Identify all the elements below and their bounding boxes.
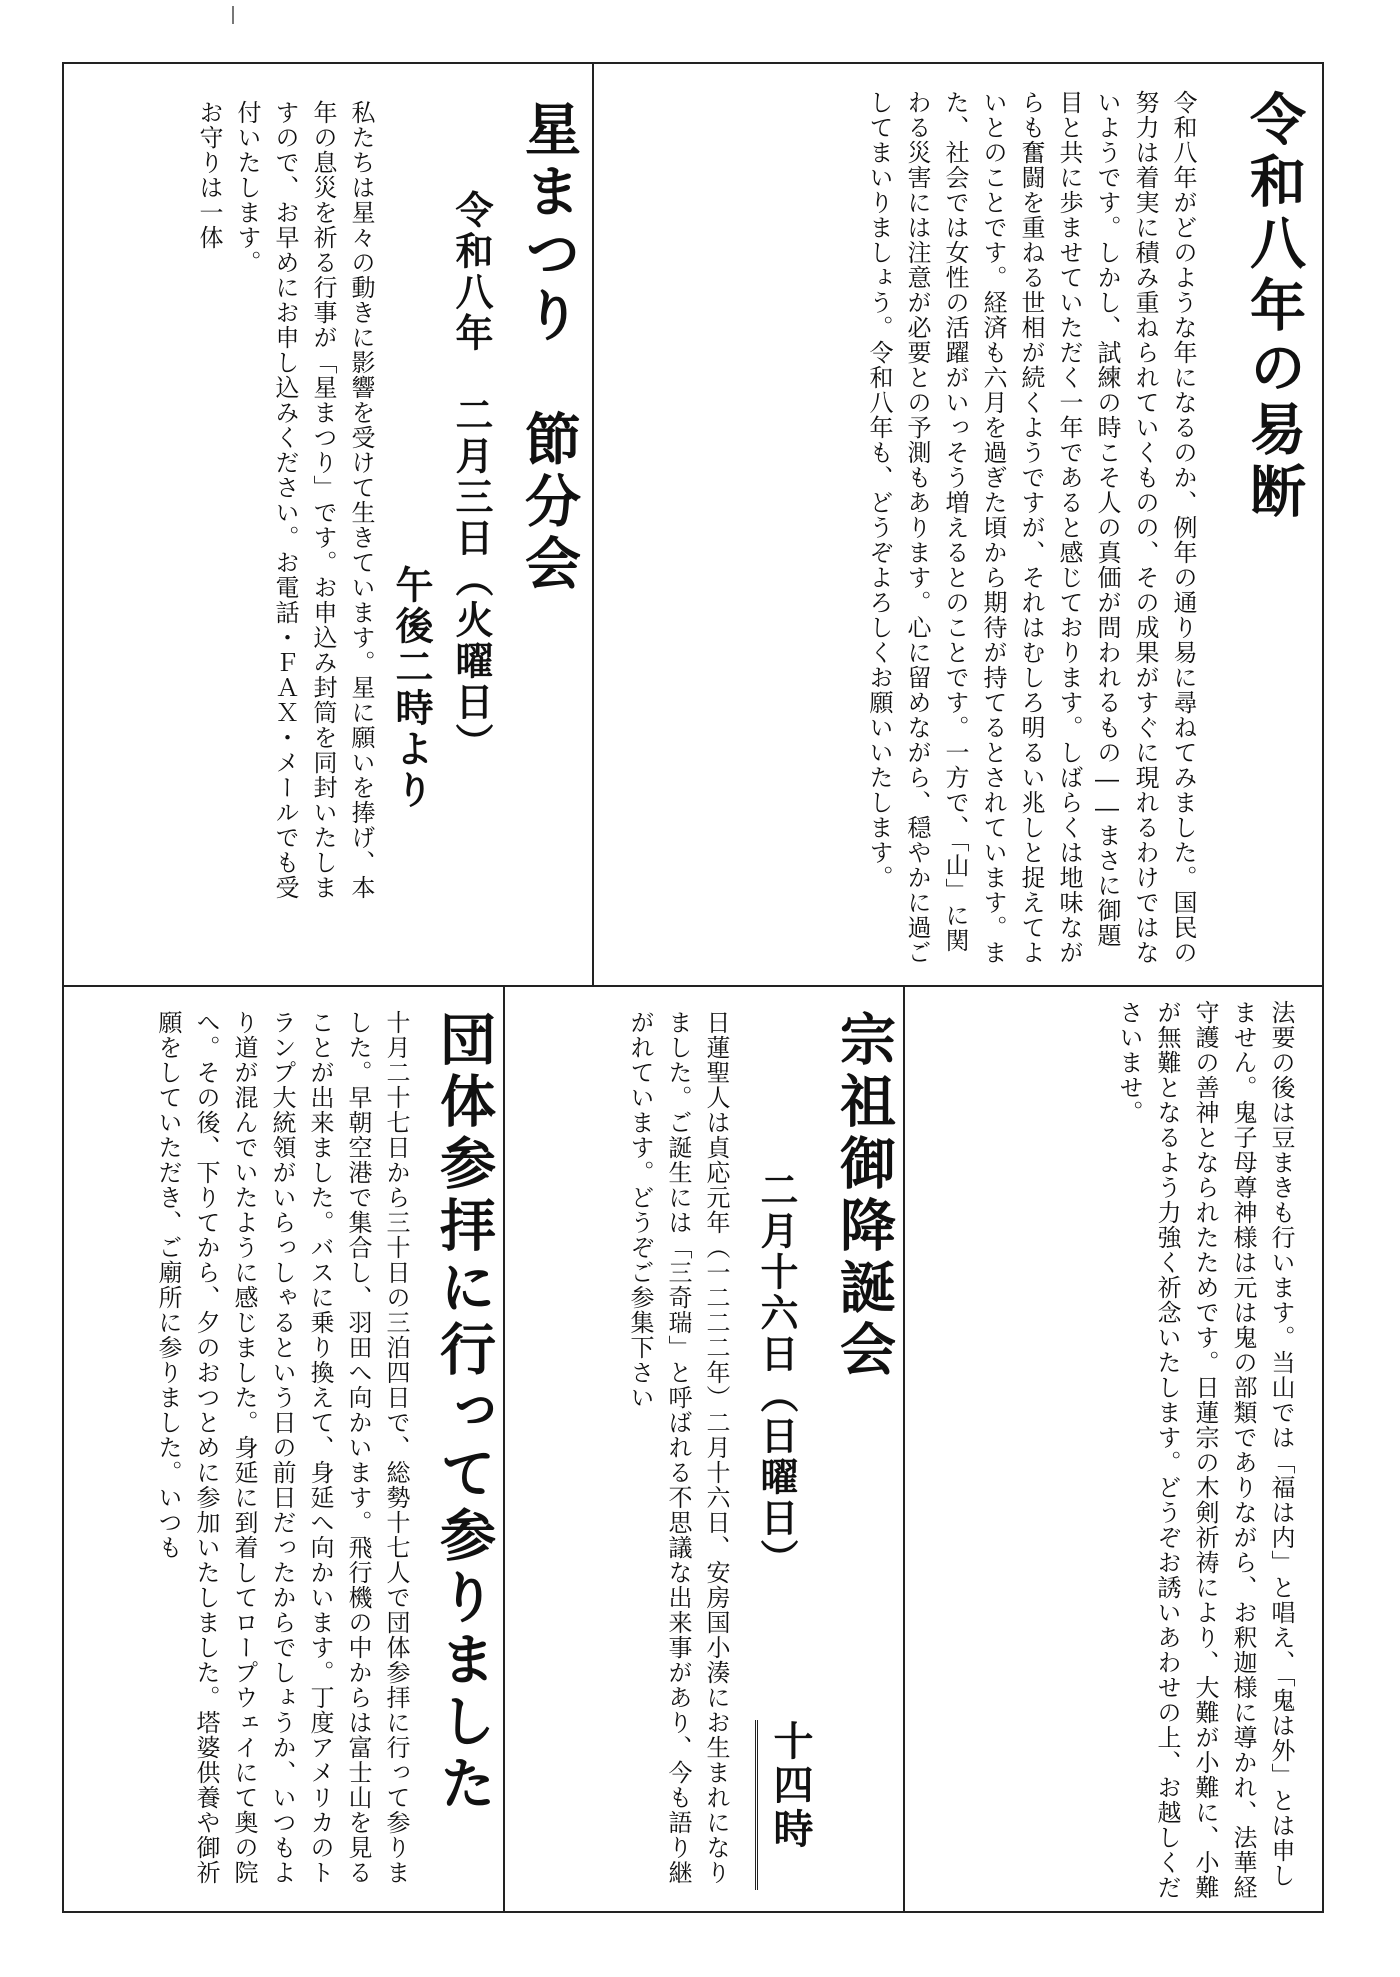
dantai-title: 団体参拝に行って参りました (431, 1010, 497, 1816)
hoshimatsuri-note: お守りは一体 (195, 100, 223, 250)
hoshimatsuri-time: 午後二時より (389, 565, 434, 811)
section-divider-bottom-left (503, 985, 505, 1913)
hoshimatsuri-body (90, 100, 380, 900)
gokoutan-body: 日蓮聖人は貞応元年（一二二二年）二月十六日、安房国小湊にお生まれになりました。ご誕生には「三奇瑞」と呼ばれる不思議な出来事があり、今も語り継がれています。どうぞご参集下さい (626, 1010, 730, 1885)
gokoutan-title: 宗祖御降誕会 (831, 1010, 897, 1382)
section-divider-bottom-right (903, 985, 905, 1913)
hoshimatsuri-date: 令和八年 二月三日（火曜日） (449, 190, 494, 764)
ekidan-body: 令和八年がどのような年になるのか、例年の通り易に尋ねてみました。国民の努力は着実に積み重ねられていくものの、その成果がすぐに現れるわけではないようです。しかし、試練の時こそ人の真価が問われるもの――まさに御題目と共に歩ませていただく一年であると感じております。しばらくは地味ながらも奮闘を重ねる世相が続くようですが、それはむしろ明るい兆しと捉えてよいとのことです。経済も六月を過ぎた頃から期待が持てるとされています。また、社会では女性の活躍がいっそう増えるとのことです。一方で、「山」に関わる災害には注意が必要との予測もあります。心に留めながら、穏やかに過ごしてまいりましょう。令和八年も、どうぞよろしくお願いいたします。 (865, 90, 1197, 965)
dantai-body: 十月二十七日から三十日の三泊四日で、総勢十七人で団体参拝に行って参りました。早朝空港で集合し、羽田へ向かいます。飛行機の中からは富士山を見ることが出来ました。バスに乗り換えて、身延へ向かいます。丁度アメリカのトランプ大統領がいらっしゃるという日の前日だったからでしょうか、いつもより道が混んでいたように感じました。身延に到着してロープウェイにて奥の院へ。その後、下りてから、夕のおつとめに参加いたしました。塔婆供養や御祈願をしていただき、ご廟所に参りました。いつも (154, 1010, 410, 1885)
hoshimatsuri-title: 星まつり 節分会 (516, 100, 582, 596)
ekidan-title: 令和八年の易断 (1241, 90, 1307, 524)
section-divider-horizontal (62, 985, 1324, 987)
gokoutan-date: 二月十六日（日曜日） (754, 1170, 799, 1580)
scan-mark (232, 6, 234, 24)
gokoutan-time: 十四時 (755, 1720, 819, 1890)
hoshimatsuri-body-text: 私たちは星々の動きに影響を受けて生きています。星に願いを捧げ、本年の息災を祈る行事が「星まつり」です。お申込み封筒を同封いたしますので、お早めにお申し込みください。お電話・ＦＡＸ・メールでも受付いたします。 (233, 100, 375, 900)
section-divider-top (592, 62, 594, 985)
hoshimatsuri-body-continued: 法要の後は豆まきも行います。当山では「福は内」と唱え、「鬼は外」とは申しません。鬼子母尊神様は元は鬼の部類でありながら、お釈迦様に導かれ、法華経守護の善神となられたためです。日蓮宗の木剣祈祷により、大難が小難に、小難が無難となるよう力強く祈念いたします。どうぞお誘いあわせの上、お越しくださいませ。 (1115, 1000, 1295, 1900)
